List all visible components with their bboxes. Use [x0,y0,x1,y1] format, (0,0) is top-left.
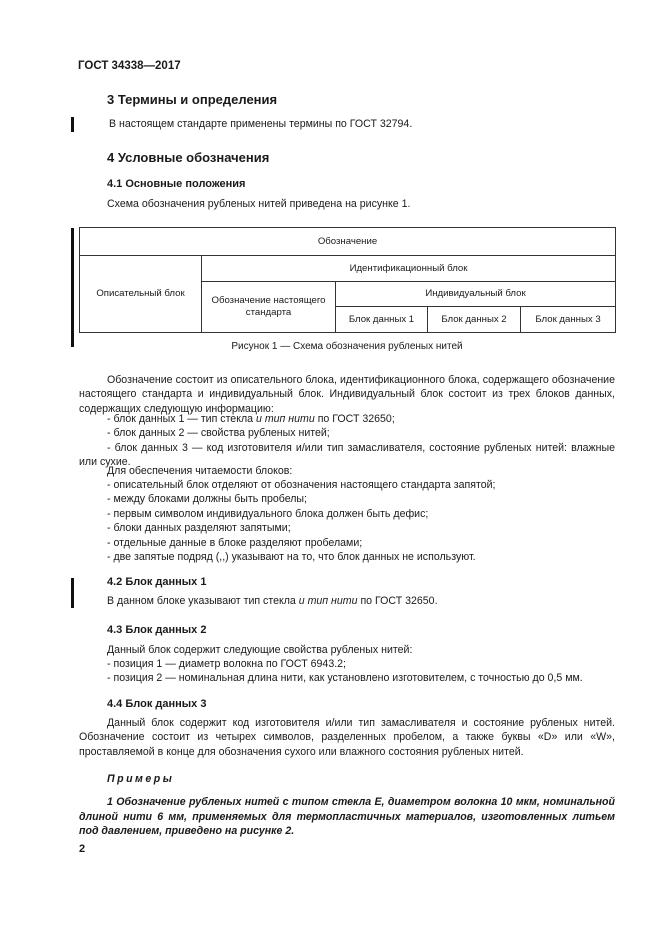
positions-list [107,657,615,686]
list-item: - блоки данных разделяют запятыми; [107,522,291,535]
examples-title: Примеры [107,773,175,785]
subsection-4-1-title: 4.1 Основные положения [107,178,246,190]
cell-descriptive-block: Описательный блок [80,256,202,333]
cell-identification-block: Идентификационный блок [202,256,616,282]
readability-intro: Для обеспечения читаемости блоков: [107,465,293,477]
cell-standard-designation: Обозначение настоящего стандарта [202,282,336,333]
readability-list [107,478,615,564]
list-item: - позиция 1 — диаметр волокна по ГОСТ 6943.2; [107,658,346,670]
data-block-list [79,412,615,470]
change-bar [71,228,74,347]
list-item: - блок данных 1 — тип стекла и тип нити по ГОСТ 32650; [107,413,395,425]
section-3-title: 3 Термины и определения [107,92,278,107]
change-bar [71,117,74,132]
cell-data-block-3: Блок данных 3 [521,307,616,333]
cell-designation: Обозначение [80,228,616,256]
list-item: - отдельные данные в блоке разделяют пробелами; [107,536,363,549]
subsection-4-4-text: Данный блок содержит код изготовителя и/или тип замасливателя и состояние рубленых нитей. Обозначение состоит из четырех символов, разделенных пробелом, а также буквы «D» или «W», проставляемой в конце для обозначения сухого или влажного состояния рубленых нитей. [79,717,615,758]
cell-data-block-1: Блок данных 1 [336,307,428,333]
designation-scheme-table [79,227,616,333]
cell-individual-block: Индивидуальный блок [336,282,616,307]
subsection-4-2-title: 4.2 Блок данных 1 [107,576,207,588]
list-item: - блок данных 2 — свойства рубленых нитей; [107,427,330,440]
section-4-title: 4 Условные обозначения [107,150,270,165]
figure-caption: Рисунок 1 — Схема обозначения рубленых нитей [231,341,463,352]
paragraph-designation: Обозначение состоит из описательного блока, идентификационного блока, содержащего обозначение настоящего стандарта и индивидуальный блок. Индивидуальный блок состоит из трех блоков данных, содержащих следующую информацию: [79,374,615,415]
subsection-4-3-intro: Данный блок содержит следующие свойства рубленых нитей: [107,644,413,656]
section-3-text: В настоящем стандарте применены термины по ГОСТ 32794. [109,118,413,130]
subsection-4-3-title: 4.3 Блок данных 2 [107,624,207,636]
page-number: 2 [79,843,86,855]
list-item: - блок данных 3 — код изготовителя и/или тип замасливателя, состояние рубленых нитей: влажные или сухие. [79,441,615,469]
cell-data-block-2: Блок данных 2 [428,307,521,333]
list-item: - первым символом индивидуального блока должен быть дефис; [107,507,429,520]
subsection-4-4-title: 4.4 Блок данных 3 [107,698,207,710]
subsection-4-2-text: В данном блоке указывают тип стекла и тип нити по ГОСТ 32650. [107,595,438,607]
list-item: - позиция 2 — номинальная длина нити, как установлено изготовителем, с точностью до 0,5 мм. [107,672,583,685]
document-header: ГОСТ 34338—2017 [78,60,181,72]
examples-text: 1 Обозначение рубленых нитей с типом стекла Е, диаметром волокна 10 мкм, номинальной длиной нити 6 мм, применяемых для термопластичных материалов, изготовленных литьем под давлением, приведено на рисунке 2. [79,796,615,837]
list-item: - две запятые подряд (,,) указывают на то, что блок данных не используют. [107,551,476,564]
list-item: - описательный блок отделяют от обозначения настоящего стандарта запятой; [107,479,496,491]
list-item: - между блоками должны быть пробелы; [107,493,307,506]
subsection-4-1-intro: Схема обозначения рубленых нитей приведена на рисунке 1. [107,198,411,210]
change-bar [71,578,74,608]
